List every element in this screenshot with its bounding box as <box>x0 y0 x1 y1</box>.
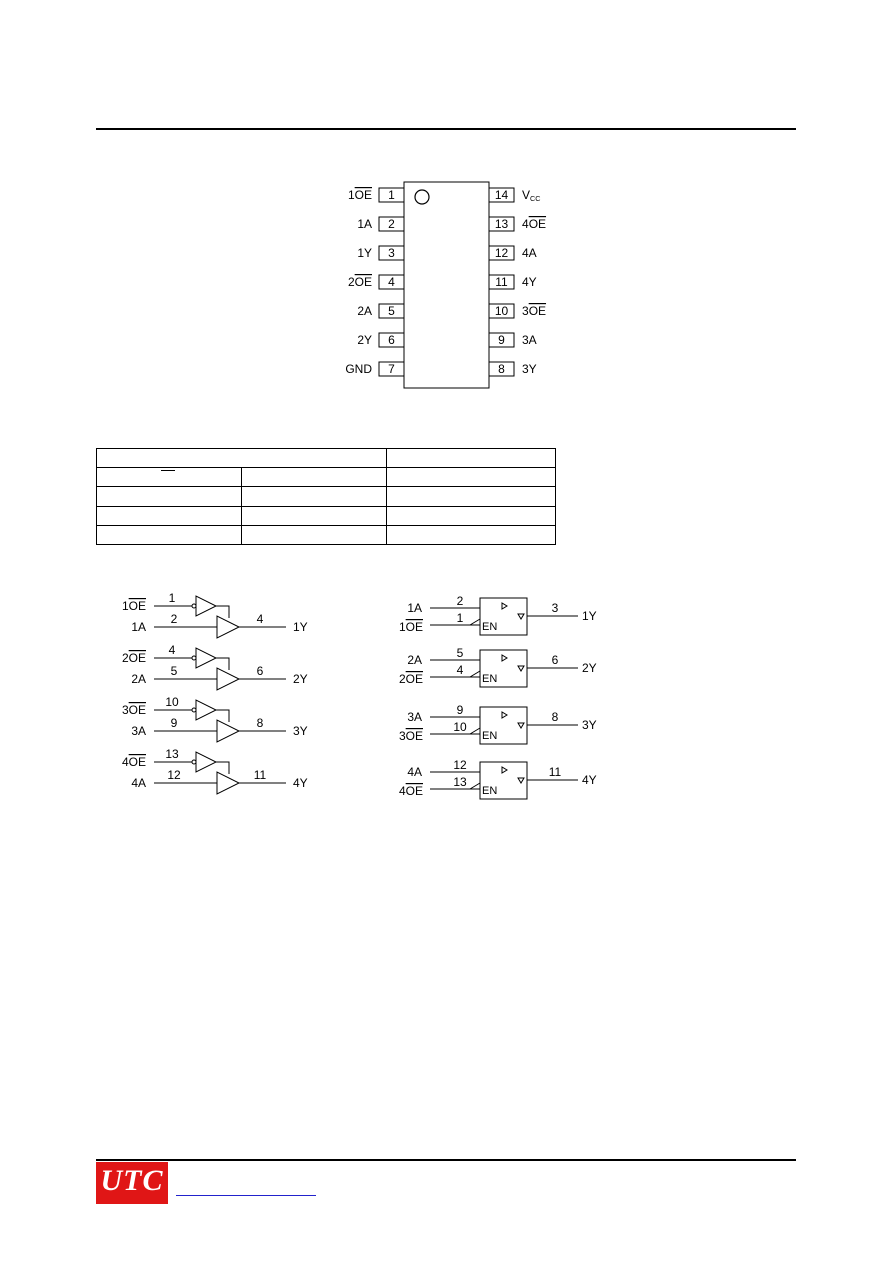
subscript-text: CC <box>530 194 541 203</box>
label-text: 3 <box>398 729 406 743</box>
pin-number: 1 <box>388 188 395 202</box>
a-pin-number: 2 <box>170 612 178 626</box>
overbar-text: OE <box>405 620 423 634</box>
logic-symbol-block <box>399 758 597 799</box>
a-input-label: 4A <box>131 776 146 790</box>
label-text: 3A <box>522 333 537 347</box>
oe-pin-number: 4 <box>168 643 176 657</box>
label-text: 1Y <box>357 246 372 260</box>
y-output-label: 3Y <box>293 724 308 738</box>
label-text: 1 <box>121 599 129 613</box>
negation-mark <box>470 619 480 625</box>
table-row <box>97 487 556 506</box>
tristate-buffer <box>217 772 239 794</box>
pin-number: 3 <box>388 246 395 260</box>
buffer-gate-group <box>122 695 308 742</box>
overbar-text: OE <box>528 304 547 318</box>
en-label: EN <box>482 785 498 797</box>
pin-number: 9 <box>498 333 505 347</box>
footer-rule <box>96 1159 796 1161</box>
left-pin <box>348 188 404 202</box>
y-output-label: 1Y <box>582 609 597 623</box>
table-cell <box>387 506 556 525</box>
pin-number: 6 <box>388 333 395 347</box>
oe-input-label <box>122 755 146 769</box>
pin-number: 11 <box>495 275 508 289</box>
pin-label <box>348 275 372 289</box>
y-pin-number: 8 <box>256 716 264 730</box>
a-input-label: 4A <box>407 765 422 779</box>
y-pin-number: 3 <box>551 601 559 615</box>
en-label: EN <box>482 673 498 685</box>
y-pin-number: 11 <box>253 768 267 782</box>
oe-pin-number: 4 <box>456 663 464 677</box>
buffer-gate-group <box>122 591 308 638</box>
overbar-mark <box>161 470 175 471</box>
oe-input-label <box>399 729 423 743</box>
tristate-buffer <box>217 720 239 742</box>
table-cell <box>387 449 556 468</box>
en-label: EN <box>482 621 498 633</box>
table-cell <box>97 468 242 487</box>
a-input-label: 3A <box>131 724 146 738</box>
logo-text: UTC <box>100 1164 164 1197</box>
pin-number: 13 <box>494 217 509 231</box>
overbar-text: OE <box>354 188 372 202</box>
tristate-buffer <box>217 668 239 690</box>
y-pin-number: 6 <box>256 664 264 678</box>
pin-label <box>522 304 546 318</box>
label-text: 1 <box>347 188 355 202</box>
oe-pin-number: 10 <box>165 695 179 709</box>
label-text: 2 <box>121 651 129 665</box>
table-cell <box>242 468 387 487</box>
table-row <box>97 449 556 468</box>
overbar-text: OE <box>405 729 423 743</box>
right-pin <box>489 362 537 376</box>
label-text: 4 <box>398 784 406 798</box>
pin-label <box>522 275 537 289</box>
a-pin-number: 12 <box>167 768 181 782</box>
oe-pin-number: 1 <box>168 591 176 605</box>
table-cell <box>97 506 242 525</box>
label-text: 2Y <box>357 333 372 347</box>
pin-label <box>357 304 372 318</box>
a-pin-number: 5 <box>456 646 464 660</box>
oe-pin-number: 1 <box>456 611 464 625</box>
control-buffer <box>196 596 216 616</box>
pin1-notch <box>415 190 429 204</box>
pin-number: 4 <box>388 275 395 289</box>
pin-label <box>345 362 372 376</box>
table-cell <box>387 525 556 544</box>
label-text: 3 <box>522 304 529 318</box>
pin-label <box>522 246 537 260</box>
logic-symbol-block <box>399 594 597 635</box>
y-output-label: 3Y <box>582 718 597 732</box>
left-pin <box>357 217 404 231</box>
table-cell <box>242 487 387 506</box>
a-input-label: 1A <box>407 601 422 615</box>
buffer-gate-group <box>122 643 308 690</box>
y-output-label: 2Y <box>582 661 597 675</box>
website-link-underline[interactable] <box>176 1195 316 1196</box>
table-cell <box>387 487 556 506</box>
y-pin-number: 6 <box>551 653 559 667</box>
overbar-text: OE <box>128 599 146 613</box>
right-pin <box>489 333 537 347</box>
y-pin-number: 8 <box>551 710 559 724</box>
logic-diagram <box>110 585 330 800</box>
pin-number: 14 <box>494 188 509 202</box>
right-pin <box>489 275 537 289</box>
a-input-label: 1A <box>131 620 146 634</box>
pin-number: 12 <box>494 246 509 260</box>
oe-input-label <box>122 703 146 717</box>
right-pin <box>489 246 537 260</box>
negation-mark <box>470 728 480 734</box>
oe-input-label <box>399 672 423 686</box>
table-cell <box>97 449 387 468</box>
overbar-text: OE <box>528 217 547 231</box>
oe-input-label <box>122 651 146 665</box>
label-text: 4 <box>522 217 529 231</box>
buffer-gate-group <box>122 747 308 794</box>
y-output-label: 1Y <box>293 620 308 634</box>
tristate-buffer <box>217 616 239 638</box>
right-pin <box>489 217 546 231</box>
y-pin-number: 11 <box>548 765 562 779</box>
a-pin-number: 9 <box>170 716 178 730</box>
pin-number: 2 <box>388 217 395 231</box>
table-row <box>97 468 556 487</box>
oe-input-label <box>122 599 146 613</box>
a-input-label: 2A <box>131 672 146 686</box>
a-pin-number: 12 <box>453 758 467 772</box>
pin-label <box>357 246 372 260</box>
pin-label <box>348 188 372 202</box>
oe-pin-number: 10 <box>453 720 467 734</box>
pin-number: 10 <box>494 304 509 318</box>
left-pin <box>357 246 404 260</box>
a-pin-number: 9 <box>456 703 464 717</box>
inversion-bubble <box>192 760 196 764</box>
ic-package-body <box>404 182 489 388</box>
label-text: 1A <box>357 217 372 231</box>
control-buffer <box>196 648 216 668</box>
pin-label <box>522 362 537 376</box>
control-buffer <box>196 700 216 720</box>
table-cell <box>97 525 242 544</box>
label-text: 1 <box>398 620 406 634</box>
pin-label <box>357 333 372 347</box>
inversion-bubble <box>192 604 196 608</box>
overbar-text: OE <box>405 784 423 798</box>
overbar-text: OE <box>354 275 372 289</box>
label-text: 3Y <box>522 362 537 376</box>
pin-label <box>522 333 537 347</box>
overbar-text: OE <box>128 651 146 665</box>
label-text: 3 <box>121 703 129 717</box>
logic-symbol-block <box>399 646 597 687</box>
a-pin-number: 2 <box>456 594 464 608</box>
a-pin-number: 5 <box>170 664 178 678</box>
label-text: 2 <box>347 275 355 289</box>
y-output-label: 4Y <box>582 773 597 787</box>
pin-number: 8 <box>498 362 505 376</box>
pin-label <box>522 188 540 203</box>
logic-symbol <box>390 590 610 805</box>
label-text: 2 <box>398 672 406 686</box>
utc-logo <box>96 1162 168 1204</box>
y-output-label: 4Y <box>293 776 308 790</box>
table-row <box>97 506 556 525</box>
header-rule <box>96 128 796 130</box>
overbar-text: OE <box>128 755 146 769</box>
pin-number: 5 <box>388 304 395 318</box>
table-row <box>97 525 556 544</box>
right-pin <box>489 188 540 203</box>
table-cell <box>242 525 387 544</box>
label-text: 4 <box>121 755 129 769</box>
en-label: EN <box>482 730 498 742</box>
label-text: GND <box>345 362 372 376</box>
left-pin <box>345 362 404 376</box>
pin-configuration-diagram <box>330 175 570 395</box>
table-cell <box>242 506 387 525</box>
table-cell <box>387 468 556 487</box>
pin-label <box>522 217 546 231</box>
overbar-text: OE <box>405 672 423 686</box>
function-table <box>96 448 556 545</box>
pin-label <box>357 217 372 231</box>
inversion-bubble <box>192 656 196 660</box>
oe-input-label <box>399 784 423 798</box>
negation-mark <box>470 671 480 677</box>
logic-symbol-block <box>399 703 597 744</box>
inversion-bubble <box>192 708 196 712</box>
control-buffer <box>196 752 216 772</box>
left-pin <box>357 333 404 347</box>
label-text: 2A <box>357 304 372 318</box>
oe-pin-number: 13 <box>453 775 467 789</box>
negation-mark <box>470 783 480 789</box>
left-pin <box>348 275 404 289</box>
left-pin <box>357 304 404 318</box>
y-pin-number: 4 <box>256 612 264 626</box>
oe-pin-number: 13 <box>165 747 179 761</box>
overbar-text: OE <box>128 703 146 717</box>
label-text: 4Y <box>522 275 537 289</box>
right-pin <box>489 304 546 318</box>
y-output-label: 2Y <box>293 672 308 686</box>
label-text: 4A <box>522 246 537 260</box>
a-input-label: 2A <box>407 653 422 667</box>
a-input-label: 3A <box>407 710 422 724</box>
oe-input-label <box>399 620 423 634</box>
table-cell <box>97 487 242 506</box>
label-text: V <box>522 188 531 202</box>
pin-number: 7 <box>388 362 395 376</box>
